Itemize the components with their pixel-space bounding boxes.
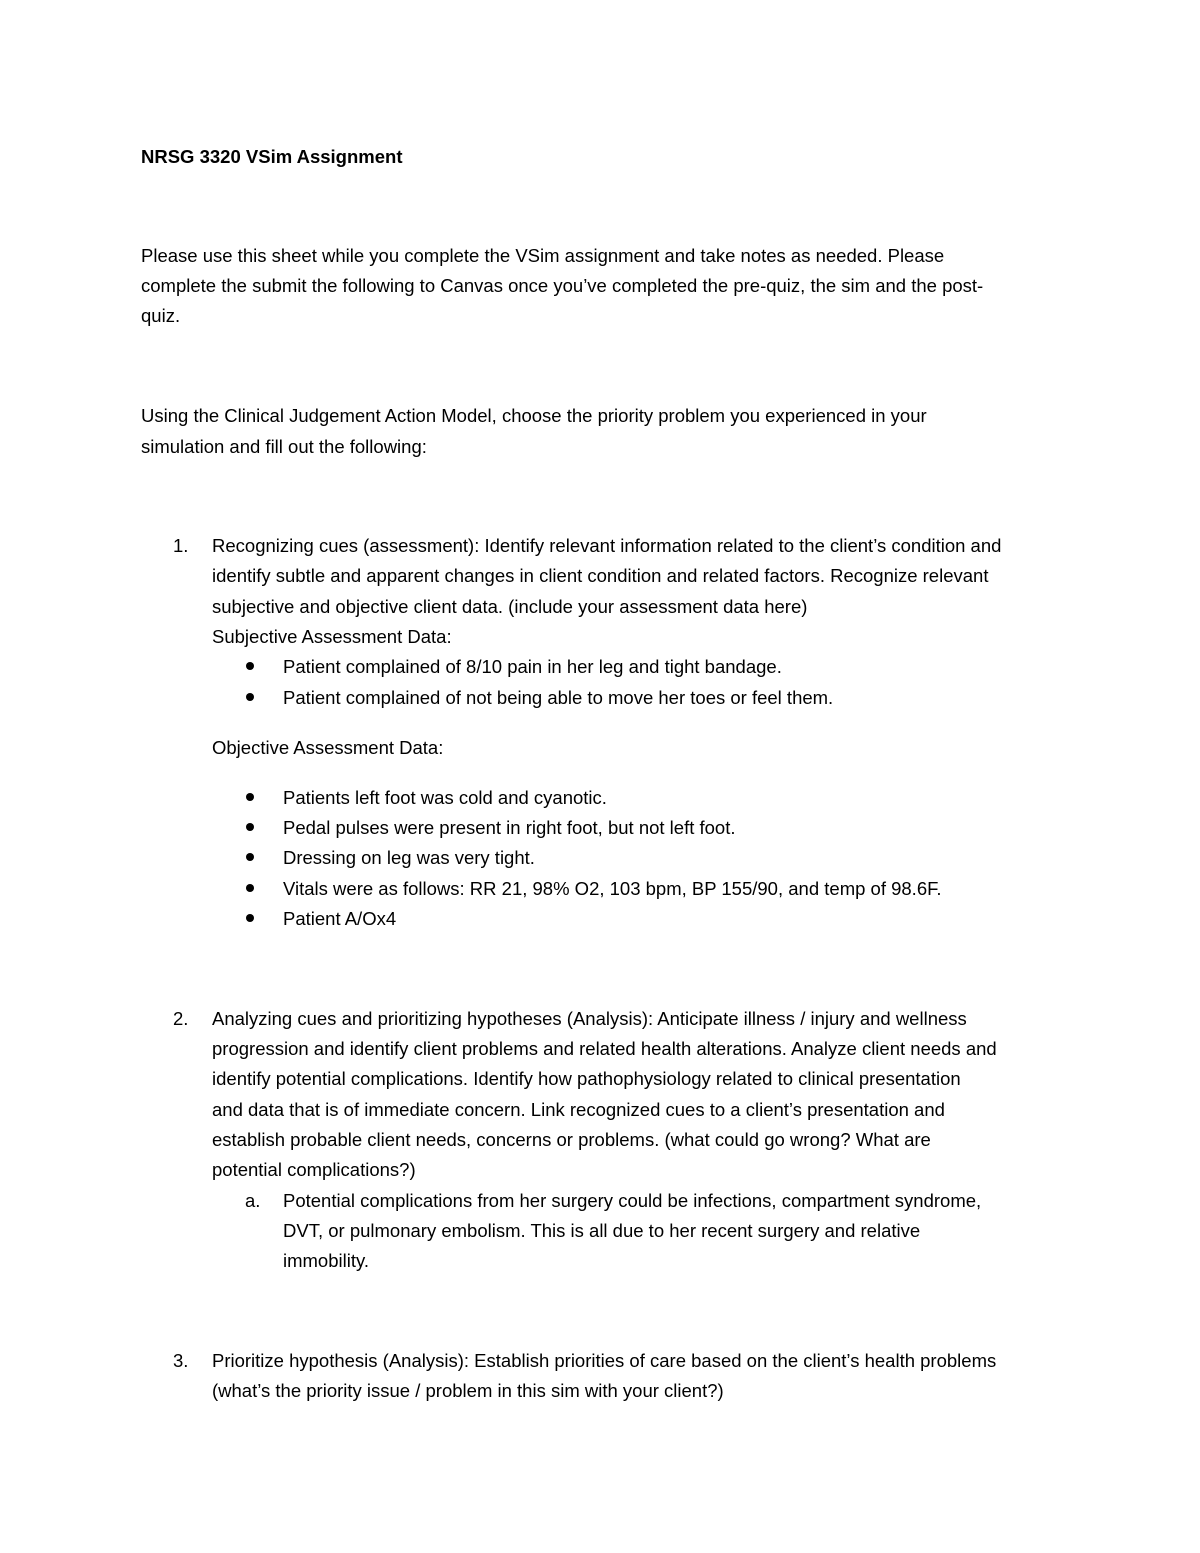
item-2-sub-line-3: immobility. [283,1250,369,1271]
intro-line-3: quiz. [141,305,181,326]
objective-item-3: Dressing on leg was very tight. [283,847,535,868]
bullet-icon [246,853,254,861]
bullet-icon [246,793,254,801]
objective-item-4: Vitals were as follows: RR 21, 98% O2, 103 bpm, BP 155/90, and temp of 98.6F. [283,878,942,899]
item-3-line-2: (what’s the priority issue / problem in this sim with your client?) [212,1380,724,1401]
bullet-icon [246,884,254,892]
bullet-icon [246,823,254,831]
item-2-line-3: identify potential complications. Identify how pathophysiology related to clinical presentation [212,1068,961,1089]
subjective-item-2: Patient complained of not being able to move her toes or feel them. [283,687,834,708]
intro-line-1: Please use this sheet while you complete the VSim assignment and take notes as needed. Please [141,245,945,266]
bullet-icon [246,662,254,670]
instruction-line-1: Using the Clinical Judgement Action Model, choose the priority problem you experienced in your [141,405,927,426]
item-2-number: 2. [173,1008,189,1029]
item-2-line-2: progression and identify client problems and related health alterations. Analyze client needs and [212,1038,997,1059]
item-2-line-6: potential complications?) [212,1159,416,1180]
subjective-item-1: Patient complained of 8/10 pain in her leg and tight bandage. [283,656,782,677]
item-3-line-1: Prioritize hypothesis (Analysis): Establish priorities of care based on the client’s health problems [212,1350,997,1371]
item-2-line-1: Analyzing cues and prioritizing hypotheses (Analysis): Anticipate illness / injury and wellness [212,1008,967,1029]
item-2-line-4: and data that is of immediate concern. Link recognized cues to a client’s presentation and [212,1099,945,1120]
intro-line-2: complete the submit the following to Canvas once you’ve completed the pre-quiz, the sim and the post- [141,275,984,296]
instruction-line-2: simulation and fill out the following: [141,436,427,457]
document-title: NRSG 3320 VSim Assignment [141,146,403,167]
item-3-number: 3. [173,1350,189,1371]
objective-heading: Objective Assessment Data: [212,737,444,758]
objective-item-5: Patient A/Ox4 [283,908,397,929]
bullet-icon [246,914,254,922]
objective-item-1: Patients left foot was cold and cyanotic. [283,787,607,808]
item-1-line-3: subjective and objective client data. (include your assessment data here) [212,596,808,617]
subjective-heading: Subjective Assessment Data: [212,626,452,647]
item-1-number: 1. [173,535,189,556]
item-2-sub-letter: a. [245,1190,261,1211]
item-1-line-1: Recognizing cues (assessment): Identify relevant information related to the client’s condition and [212,535,1002,556]
bullet-icon [246,693,254,701]
item-2-sub-line-2: DVT, or pulmonary embolism. This is all due to her recent surgery and relative [283,1220,921,1241]
item-2-sub-line-1: Potential complications from her surgery could be infections, compartment syndrome, [283,1190,982,1211]
item-2-line-5: establish probable client needs, concerns or problems. (what could go wrong? What are [212,1129,931,1150]
objective-item-2: Pedal pulses were present in right foot, but not left foot. [283,817,736,838]
item-1-line-2: identify subtle and apparent changes in client condition and related factors. Recognize relevant [212,565,989,586]
